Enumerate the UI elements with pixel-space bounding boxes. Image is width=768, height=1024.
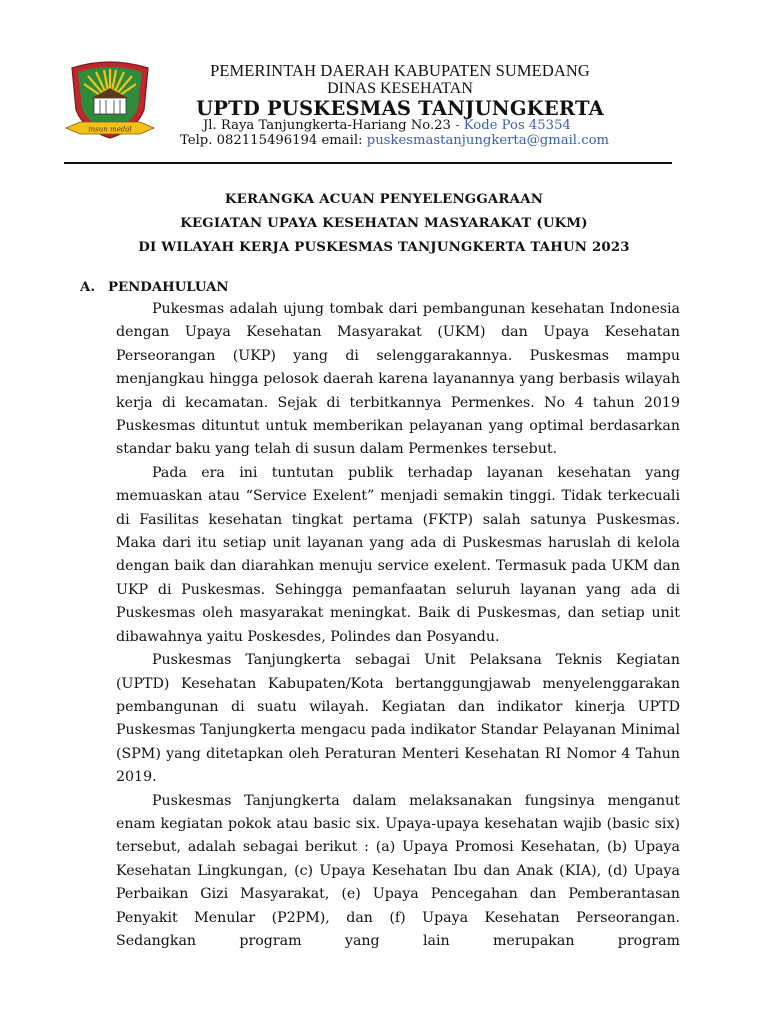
phone-text: Telp. 082115496194 email:: [180, 133, 367, 148]
section-heading: [80, 280, 229, 295]
logo-motto: insun medal: [88, 125, 132, 134]
paragraph: Puskesmas Tanjungkerta dalam melaksanakan fungsinya menganut enam kegiatan pokok atau basic six. Upaya-upaya kesehatan wajib (basic six) tersebut, adalah sebagai berikut : (a) Upaya Promosi Kesehatan, (b) Upaya Kesehatan Lingkungan, (c) Upaya Kesehatan Ibu dan Anak (KIA), (d) Upaya Perbaikan Gizi Masyarakat, (e) Upaya Pencegahan dan Pemberantasan Penyakit Menular (P2PM), dan (f) Upaya Kesehatan Perseorangan. Sedangkan program yang lain merupakan program: [116, 792, 680, 949]
address-line: [203, 118, 571, 133]
body-text: [116, 298, 680, 953]
postal-code: - Kode Pos 45354: [450, 118, 571, 133]
paragraph: Puskesmas Tanjungkerta sebagai Unit Pelaksana Teknis Kegiatan (UPTD) Kesehatan Kabupaten/Kota bertanggungjawab menyelenggarakan pembangunan di suatu wilayah. Kegiatan dan indikator kinerja UPTD Puskesmas Tanjungkerta mengacu pada indikator Standar Pelayanan Minimal (SPM) yang ditetapkan oleh Peraturan Menteri Kesehatan RI Nomor 4 Tahun 2019.: [116, 652, 680, 786]
section-title: PENDAHULUAN: [108, 280, 229, 295]
contact-line: [180, 133, 609, 148]
regency-emblem-logo: [64, 58, 156, 146]
document-title-line-2: KEGIATAN UPAYA KESEHATAN MASYARAKAT (UKM): [180, 216, 588, 231]
organization-name: UPTD PUSKESMAS TANJUNGKERTA: [196, 97, 604, 120]
government-name: PEMERINTAH DAERAH KABUPATEN SUMEDANG: [210, 61, 590, 80]
section-number: A.: [80, 280, 95, 295]
document-title-line-1: KERANGKA ACUAN PENYELENGGARAAN: [224, 192, 544, 207]
document-title-line-3: DI WILAYAH KERJA PUSKESMAS TANJUNGKERTA TAHUN 2023: [138, 240, 630, 255]
letterhead-divider: [64, 162, 672, 164]
department-name: DINAS KESEHATAN: [327, 80, 473, 97]
street-address: Jl. Raya Tanjungkerta-Hariang No.23: [203, 118, 451, 133]
paragraph: Pukesmas adalah ujung tombak dari pembangunan kesehatan Indonesia dengan Upaya Kesehatan Masyarakat (UKM) dan Upaya Kesehatan Perseorangan (UKP) yang di selenggarakannya. Puskesmas mampu menjangkau hingga pelosok daerah karena layanannya yang berbasis wilayah kerja di kecamatan. Sejak di terbitkannya Permenkes. No 4 tahun 2019 Puskesmas dituntut untuk memberikan pelayanan yang optimal berdasarkan standar baku yang telah di susun dalam Permenkes tersebut.: [116, 301, 680, 458]
email-link[interactable]: puskesmastanjungkerta@gmail.com: [366, 133, 610, 148]
paragraph: Pada era ini tuntutan publik terhadap layanan kesehatan yang memuaskan atau “Service Exelent” menjadi semakin tinggi. Tidak terkecuali di Fasilitas kesehatan tingkat pertama (FKTP) salah satunya Puskesmas. Maka dari itu setiap unit layanan yang ada di Puskesmas haruslah di kelola dengan baik dan diarahkan menuju service exelent. Termasuk pada UKM dan UKP di Puskesmas. Sehingga pemanfaatan seluruh layanan yang ada di Puskesmas oleh masyarakat meningkat. Baik di Puskesmas, dan setiap unit dibawahnya yaitu Poskesdes, Polindes dan Posyandu.: [116, 464, 680, 645]
